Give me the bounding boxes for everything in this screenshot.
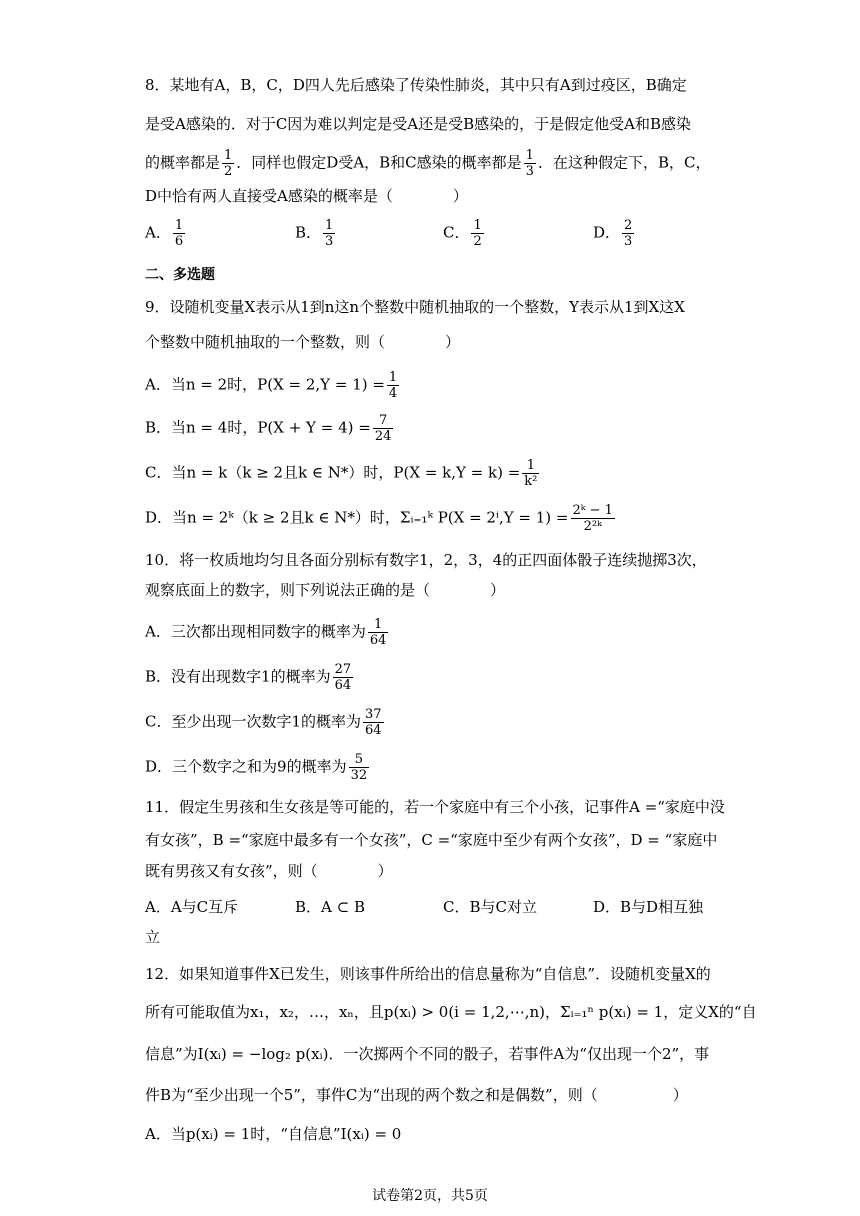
- fraction: [173, 218, 185, 249]
- fraction-denominator: 6: [174, 234, 184, 249]
- fraction: [222, 148, 234, 179]
- fraction-numerator: 1: [368, 617, 389, 633]
- q10-line2: 观察底面上的数字，则下列说法正确的是（ ）: [145, 581, 506, 599]
- fraction-denominator: 64: [369, 633, 387, 648]
- q10-option-c: [145, 707, 386, 738]
- fraction-numerator: 5: [349, 752, 370, 768]
- q8-line3-post: ．在这种假定下，B，C，: [537, 153, 711, 172]
- q9-option-b: [145, 413, 395, 444]
- q11-option-c: C．B与C对立: [443, 898, 537, 916]
- fraction: [349, 752, 370, 783]
- q9-option-d: [145, 503, 617, 534]
- fraction-denominator: 24: [374, 429, 392, 444]
- q8-option-b: [295, 218, 337, 249]
- fraction: [571, 503, 615, 534]
- option-text: B．没有出现数字1的概率为: [145, 667, 331, 686]
- option-label: B．: [295, 223, 322, 242]
- q10-option-a: [145, 617, 390, 648]
- fraction: [522, 458, 539, 489]
- q8-line3: [145, 148, 710, 179]
- q9-option-c: [145, 458, 541, 489]
- fraction: [622, 218, 634, 249]
- q8-line1: 8．某地有A，B，C，D四人先后感染了传染性肺炎，其中只有A到过疫区，B确定: [145, 76, 687, 94]
- fraction-denominator: 4: [388, 386, 398, 401]
- q12-line2: 所有可能取值为x₁，x₂，…，xₙ，且p(xᵢ) > 0(i = 1,2,⋯,n)，Σᵢ₌₁ⁿ p(xᵢ) = 1，定义X的“自: [145, 1003, 757, 1021]
- fraction: [524, 148, 536, 179]
- q8-line4: D中恰有两人直接受A感染的概率是（ ）: [145, 187, 468, 205]
- q8-option-d: [593, 218, 636, 249]
- option-text: C．至少出现一次数字1的概率为: [145, 712, 362, 731]
- page-footer: 试卷第2页，共5页: [372, 1188, 488, 1204]
- option-text: A．当n = 2时，P(X = 2,Y = 1) =: [145, 375, 385, 394]
- option-label: C．: [443, 223, 470, 242]
- fraction-denominator: 3: [325, 234, 334, 249]
- fraction-denominator: 64: [365, 723, 382, 738]
- q12-line1: 12．如果知道事件X已发生，则该事件所给出的信息量称为“自信息”．设随机变量X的: [145, 965, 711, 983]
- fraction-numerator: 2: [624, 218, 633, 233]
- fraction-denominator: 3: [525, 164, 534, 179]
- fraction-numerator: 1: [473, 218, 482, 233]
- option-text: D．三个数字之和为9的概率为: [145, 757, 347, 776]
- option-text: A．三次都出现相同数字的概率为: [145, 622, 366, 641]
- fraction-numerator: 1: [522, 458, 539, 474]
- option-text: B．当n = 4时，P(X + Y = 4) =: [145, 418, 371, 437]
- q8-line3-mid: ．同样也假定D受A，B和C感染的概率都是: [236, 153, 522, 172]
- fraction-denominator: 2: [224, 164, 233, 179]
- q11-option-d-cont: 立: [145, 928, 161, 946]
- fraction-numerator: 27: [334, 662, 352, 677]
- fraction-numerator: 1: [388, 370, 398, 385]
- fraction: [387, 370, 399, 401]
- q8-line2: 是受A感染的．对于C因为难以判定是受A还是受B感染的，于是假定他受A和B感染: [145, 115, 692, 133]
- fraction-denominator: 64: [334, 678, 352, 693]
- fraction: [368, 617, 389, 648]
- q9-option-a: [145, 370, 401, 401]
- q11-line3: 既有男孩又有女孩”，则（ ）: [145, 862, 393, 880]
- fraction: [323, 218, 335, 249]
- q12-line3: 信息”为I(xᵢ) = −log₂ p(xᵢ)．一次掷两个不同的骰子，若事件A为“仅出现一个2”，事: [145, 1045, 710, 1063]
- fraction-numerator: 1: [224, 148, 233, 163]
- fraction-denominator: 3: [624, 234, 633, 249]
- fraction-denominator: 32: [350, 768, 368, 783]
- q9-line2: 个整数中随机抽取的一个整数，则（ ）: [145, 333, 461, 351]
- q12-option-a: A．当p(xᵢ) = 1时，“自信息”I(xᵢ) = 0: [145, 1125, 402, 1143]
- q9-line1: 9．设随机变量X表示从1到n这n个整数中随机抽取的一个整数，Y表示从1到X这X: [145, 298, 685, 316]
- section-heading: 二、多选题: [145, 267, 215, 283]
- fraction: [471, 218, 483, 249]
- q11-option-a: A．A与C互斥: [145, 898, 239, 916]
- q11-option-b: B．A ⊂ B: [295, 898, 365, 916]
- q8-option-c: [443, 218, 486, 249]
- fraction-numerator: 7: [373, 413, 394, 429]
- option-text: C．当n = k（k ≥ 2且k ∈ N*）时，P(X = k,Y = k) =: [145, 463, 521, 482]
- fraction-numerator: 37: [365, 707, 382, 722]
- option-label: D．: [593, 223, 621, 242]
- fraction-numerator: 1: [325, 218, 334, 233]
- fraction-numerator: 1: [525, 148, 534, 163]
- q10-option-d: [145, 752, 371, 783]
- fraction: [363, 707, 384, 738]
- fraction-denominator: 2: [473, 234, 482, 249]
- fraction-denominator: k²: [524, 474, 538, 489]
- q10-option-b: [145, 662, 355, 693]
- q8-option-a: [145, 218, 187, 249]
- q11-line1: 11．假定生男孩和生女孩是等可能的，若一个家庭中有三个小孩，记事件A =“家庭中没: [145, 798, 725, 816]
- q11-option-d: D．B与D相互独: [593, 898, 704, 916]
- option-label: A．: [145, 223, 171, 242]
- q10-line1: 10．将一枚质地均匀且各面分别标有数字1，2，3，4的正四面体骰子连续抛掷3次，: [145, 551, 707, 569]
- q12-line4: 件B为“至少出现一个5”，事件C为“出现的两个数之和是偶数”，则（ ）: [145, 1086, 688, 1104]
- fraction-numerator: 2ᵏ − 1: [572, 503, 613, 518]
- q8-line3-pre: 的概率都是: [145, 153, 221, 172]
- q11-line2: 有女孩”，B =“家庭中最多有一个女孩”，C =“家庭中至少有两个女孩”，D = “家庭中: [145, 831, 718, 849]
- fraction-numerator: 1: [174, 218, 184, 233]
- option-text: D．当n = 2ᵏ（k ≥ 2且k ∈ N*）时，Σᵢ₌₁ᵏ P(X = 2ⁱ,Y = 1) =: [145, 508, 569, 527]
- fraction-denominator: 2²ᵏ: [583, 519, 602, 534]
- fraction: [333, 662, 354, 693]
- fraction: [373, 413, 394, 444]
